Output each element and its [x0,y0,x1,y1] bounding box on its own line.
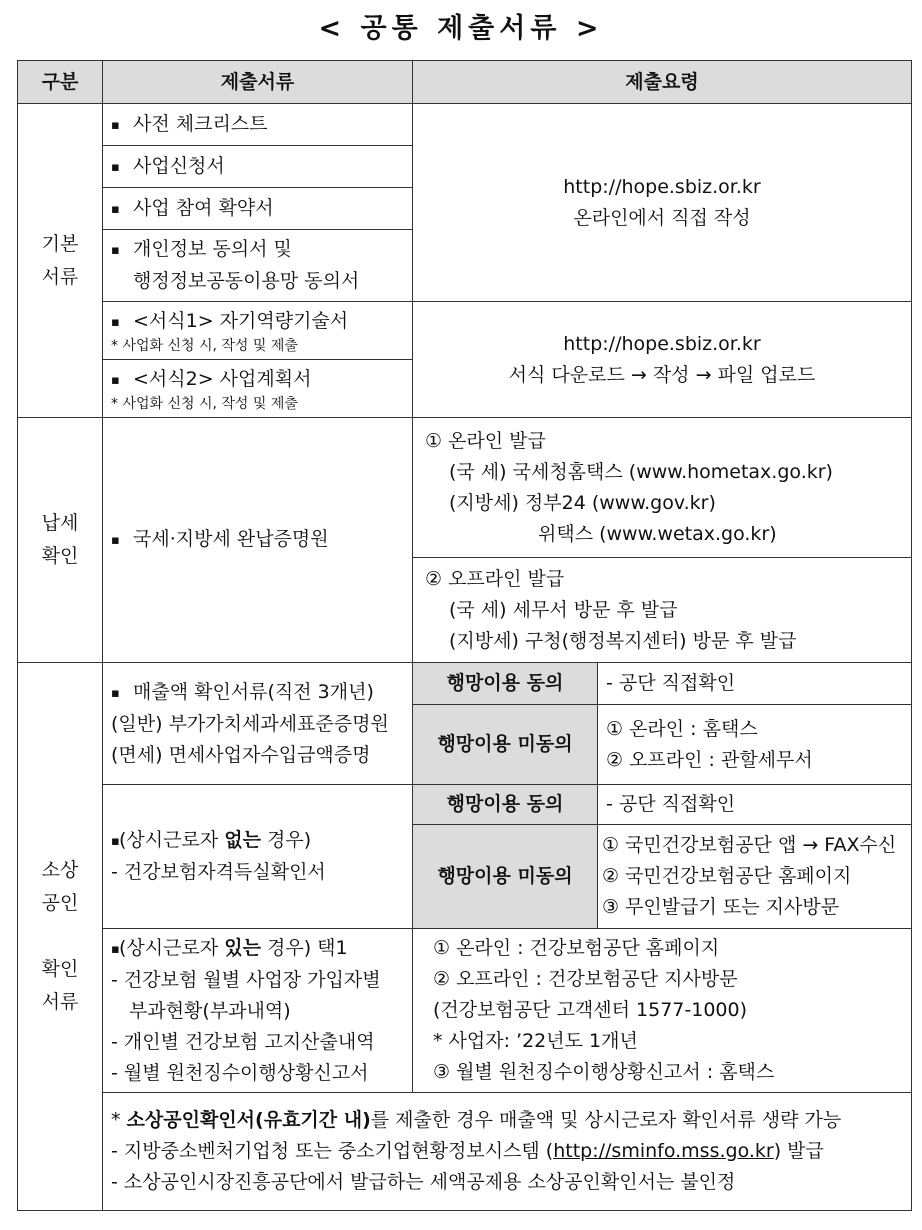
doc-sales: ▪ 매출액 확인서류(직전 3개년) (일반) 부가가치세과세표준증명원 (면세) 면세사업자수입금액증명 [103,663,413,785]
table-row [18,785,912,825]
sminfo-link[interactable]: http://sminfo.mss.go.kr [553,1140,774,1162]
doc-checklist: ▪ 사전 체크리스트 [103,104,413,146]
footnote-cell: * 소상공인확인서(유효기간 내)를 제출한 경우 매출액 및 상시근로자 확인서류 생략 가능 - 지방중소벤처기업청 또는 중소기업현황정보시스템 (http://sminfo.mss.go.kr) 발급 - 소상공인시장진흥공단에서 발급하는 세액공제용 소상공인확인서는 불인정 [103,1093,912,1211]
sales-nonconsent-method: ① 온라인 : 홈택스 ② 오프라인 : 관할세무서 [598,705,912,785]
table-row [18,663,912,705]
doc-consent: ▪ 개인정보 동의서 및 행정정보공동이용망 동의서 [103,230,413,302]
consent-label: 행망이용 동의 [413,663,598,705]
sales-consent-method: - 공단 직접확인 [598,663,912,705]
table-row [18,104,912,146]
documents-table [17,60,912,1211]
doc-tax-certificate: ▪ 국세·지방세 완납증명원 [103,418,413,663]
table-header [18,61,912,104]
method-tax-online: ① 온라인 발급 (국 세) 국세청홈택스 (www.hometax.go.kr) (지방세) 정부24 (www.gov.kr) 위택스 (www.wetax.go.kr) [413,418,912,558]
category-tax: 납세 확인 [18,418,103,663]
noemp-nonconsent-method: ① 국민건강보험공단 앱 → FAX수신 ② 국민건강보험공단 홈페이지 ③ 무인발급기 또는 지사방문 [598,825,912,929]
header-category: 구분 [18,61,103,104]
table-row [18,1093,912,1211]
table-row [18,302,912,360]
header-documents: 제출서류 [103,61,413,104]
doc-with-employees: ▪ (상시근로자 있는 경우) 택1 - 건강보험 월별 사업장 가입자별 부과현황(부과내역) - 개인별 건강보험 고지산출내역 - 월별 원천징수이행상황신고서 [103,929,413,1093]
method-upload: http://hope.sbiz.or.kr 서식 다운로드 → 작성 → 파일 업로드 [413,302,912,418]
doc-form1: ▪ <서식1> 자기역량기술서 * 사업화 신청 시, 작성 및 제출 [103,302,413,360]
method-online: http://hope.sbiz.or.kr 온라인에서 직접 작성 [413,104,912,302]
consent-label: 행망이용 동의 [413,785,598,825]
header-method: 제출요령 [413,61,912,104]
category-small-business: 소상 공인 확인 서류 [18,663,103,1211]
table-row [18,929,912,1093]
nonconsent-label: 행망이용 미동의 [413,825,598,929]
doc-application: ▪ 사업신청서 [103,146,413,188]
page-title: < 공통 제출서류 > [318,13,604,44]
noemp-consent-method: - 공단 직접확인 [598,785,912,825]
category-basic: 기본 서류 [18,104,103,418]
doc-pledge: ▪ 사업 참여 확약서 [103,188,413,230]
method-tax-offline: ② 오프라인 발급 (국 세) 세무서 방문 후 발급 (지방세) 구청(행정복지센터) 방문 후 발급 [413,558,912,663]
doc-no-employees: ▪ (상시근로자 없는 경우) - 건강보험자격득실확인서 [103,785,413,929]
method-with-employees: ① 온라인 : 건강보험공단 홈페이지 ② 오프라인 : 건강보험공단 지사방문 (건강보험공단 고객센터 1577-1000) * 사업자: ’22년도 1개년 ③ 월별 원천징수이행상황신고서 : 홈택스 [413,929,912,1093]
nonconsent-label: 행망이용 미동의 [413,705,598,785]
doc-form2: ▪ <서식2> 사업계획서 * 사업화 신청 시, 작성 및 제출 [103,360,413,418]
table-row [18,418,912,558]
